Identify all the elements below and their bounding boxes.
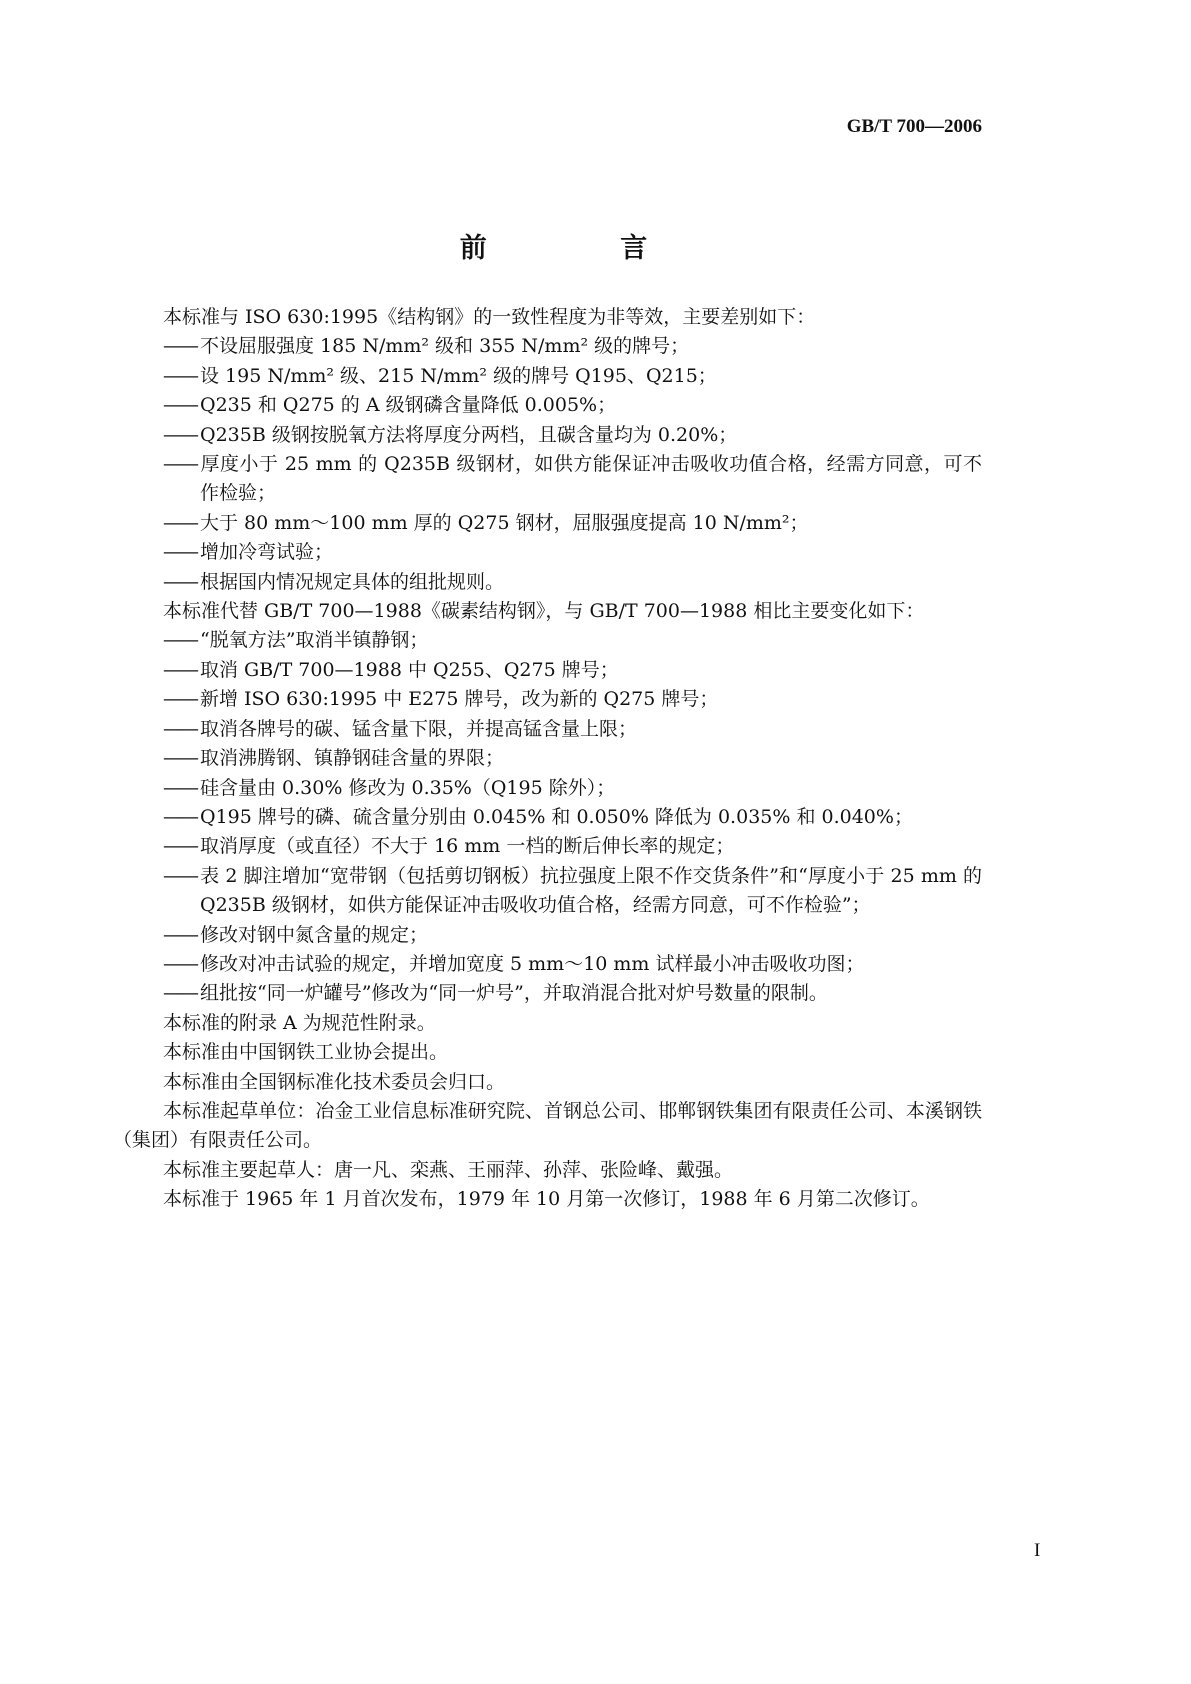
list-item <box>113 832 982 861</box>
dash-marker: —— <box>163 717 197 740</box>
dash-marker: —— <box>163 982 197 1005</box>
closing-paragraph: 本标准主要起草人：唐一凡、栾燕、王丽萍、孙萍、张险峰、戴强。 <box>163 1158 734 1181</box>
standard-code: GB/T 700—2006 <box>846 116 982 137</box>
dash-marker: —— <box>163 776 197 799</box>
dash-marker: —— <box>163 747 197 770</box>
dash-marker: —— <box>163 952 197 975</box>
dash-marker: —— <box>163 453 197 476</box>
dash-marker: —— <box>163 864 197 887</box>
closing-paragraph: 本标准由全国钢标准化技术委员会归口。 <box>163 1070 506 1093</box>
list-item <box>113 332 982 361</box>
dash-marker: —— <box>163 335 197 358</box>
changes-list <box>113 626 982 1008</box>
list-item <box>113 685 982 714</box>
list-item <box>113 921 982 950</box>
list-item-text: 取消 GB/T 700—1988 中 Q255、Q275 牌号； <box>200 658 619 681</box>
list-item <box>113 421 982 450</box>
foreword-body <box>113 303 982 1215</box>
closing-paragraph: 本标准起草单位：冶金工业信息标准研究院、首钢总公司、邯郸钢铁集团有限责任公司、本溪钢铁（集团）有限责任公司。 <box>113 1099 982 1152</box>
list-item <box>113 979 982 1008</box>
closing-paragraph: 本标准由中国钢铁工业协会提出。 <box>163 1041 449 1064</box>
list-item-text: 组批按“同一炉罐号”修改为“同一炉号”，并取消混合批对炉号数量的限制。 <box>200 982 828 1005</box>
list-item <box>113 509 982 538</box>
list-item <box>113 950 982 979</box>
page-number: I <box>1034 1540 1041 1561</box>
list-item <box>113 715 982 744</box>
list-item-text: Q235B 级钢按脱氧方法将厚度分两档，且碳含量均为 0.20%； <box>200 423 738 446</box>
intro-paragraph: 本标准与 ISO 630:1995《结构钢》的一致性程度为非等效，主要差别如下： <box>163 306 816 328</box>
list-item <box>113 774 982 803</box>
dash-marker: —— <box>163 541 197 564</box>
dash-marker: —— <box>163 805 197 828</box>
closing-paragraph: 本标准的附录 A 为规范性附录。 <box>163 1011 436 1034</box>
list-item <box>113 450 982 509</box>
list-item-text: 不设屈服强度 185 N/mm² 级和 355 N/mm² 级的牌号； <box>200 335 690 358</box>
list-item <box>113 744 982 773</box>
list-item-text: 取消各牌号的碳、锰含量下限，并提高锰含量上限； <box>200 717 638 740</box>
list-item <box>113 862 982 921</box>
list-item-text: 取消厚度（或直径）不大于 16 mm 一档的断后伸长率的规定； <box>200 835 735 858</box>
list-item <box>113 568 982 597</box>
dash-marker: —— <box>163 835 197 858</box>
dash-marker: —— <box>163 394 197 417</box>
page-title: 前 言 <box>459 233 710 264</box>
list-item-text: 根据国内情况规定具体的组批规则。 <box>200 570 505 593</box>
list-item-text: 新增 ISO 630:1995 中 E275 牌号，改为新的 Q275 牌号； <box>200 688 719 711</box>
list-item <box>113 656 982 685</box>
differences-list <box>113 332 982 597</box>
dash-marker: —— <box>163 658 197 681</box>
list-item-text: 修改对冲击试验的规定，并增加宽度 5 mm～10 mm 试样最小冲击吸收功图； <box>200 952 865 975</box>
list-item <box>113 626 982 655</box>
list-item-text: 大于 80 mm～100 mm 厚的 Q275 钢材，屈服强度提高 10 N/mm²； <box>200 511 809 534</box>
list-item <box>113 538 982 567</box>
list-item-text: 厚度小于 25 mm 的 Q235B 级钢材，如供方能保证冲击吸收功值合格，经需方同意，可不作检验； <box>200 453 982 505</box>
closing-paragraphs <box>113 1009 982 1215</box>
replace-paragraph: 本标准代替 GB/T 700—1988《碳素结构钢》，与 GB/T 700—1988 相比主要变化如下： <box>163 600 925 623</box>
list-item-text: Q235 和 Q275 的 A 级钢磷含量降低 0.005%； <box>200 394 617 417</box>
dash-marker: —— <box>163 688 197 711</box>
list-item-text: 硅含量由 0.30% 修改为 0.35%（Q195 除外）； <box>200 776 616 799</box>
dash-marker: —— <box>163 923 197 946</box>
dash-marker: —— <box>163 511 197 534</box>
list-item-text: 设 195 N/mm² 级、215 N/mm² 级的牌号 Q195、Q215； <box>200 364 717 387</box>
list-item-text: 增加冷弯试验； <box>200 541 334 564</box>
list-item-text: “脱氧方法”取消半镇静钢； <box>200 629 429 652</box>
dash-marker: —— <box>163 629 197 652</box>
list-item-text: 表 2 脚注增加“宽带钢（包括剪切钢板）抗拉强度上限不作交货条件”和“厚度小于 25 mm 的 Q235B 级钢材，如供方能保证冲击吸收功值合格，经需方同意，可不作检验”； <box>200 864 982 917</box>
dash-marker: —— <box>163 570 197 593</box>
list-item <box>113 391 982 420</box>
dash-marker: —— <box>163 364 197 387</box>
list-item-text: 修改对钢中氮含量的规定； <box>200 923 429 946</box>
list-item-text: Q195 牌号的磷、硫含量分别由 0.045% 和 0.050% 降低为 0.035% 和 0.040%； <box>200 805 913 828</box>
list-item <box>113 362 982 391</box>
list-item-text: 取消沸腾钢、镇静钢硅含量的界限； <box>200 747 505 770</box>
closing-paragraph: 本标准于 1965 年 1 月首次发布，1979 年 10 月第一次修订，1988 年 6 月第二次修订。 <box>163 1188 930 1211</box>
list-item <box>113 803 982 832</box>
dash-marker: —— <box>163 423 197 446</box>
